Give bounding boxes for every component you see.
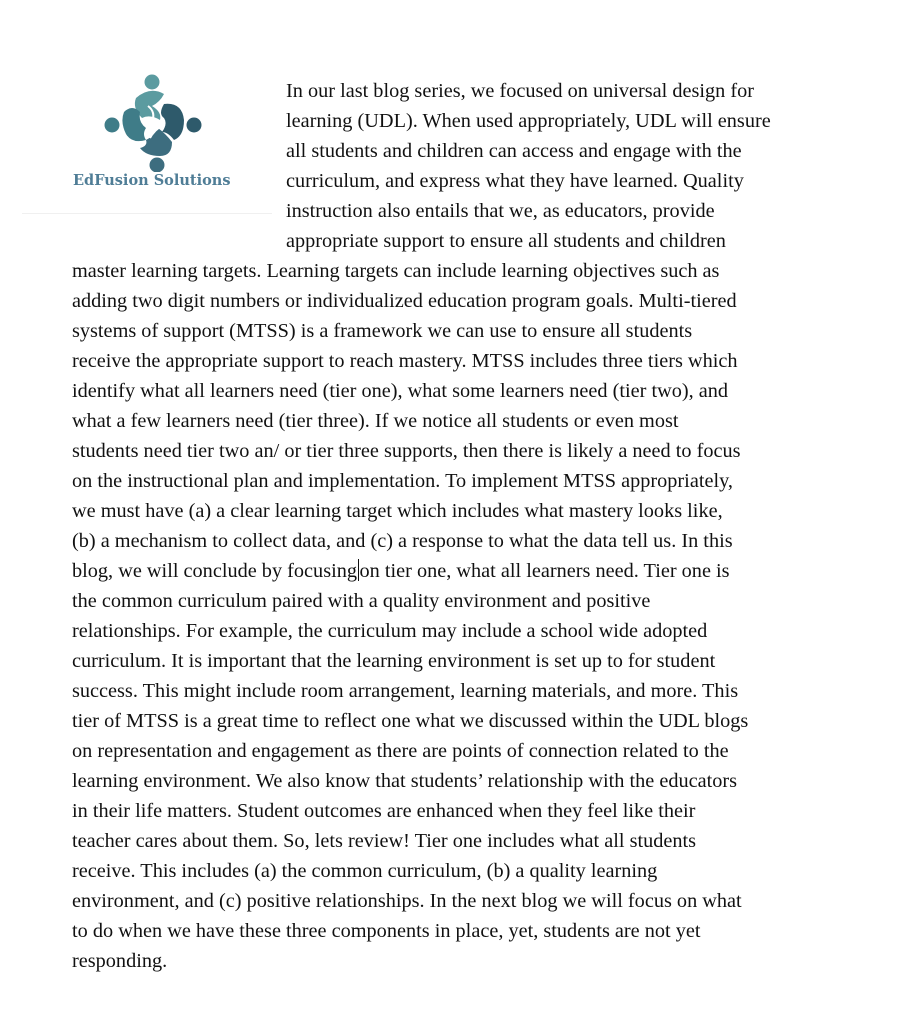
text-line: environment, and (c) positive relationships. In the next blog we will focus on what xyxy=(72,890,742,912)
text-line: receive the appropriate support to reach mastery. MTSS includes three tiers which xyxy=(72,350,738,372)
text-line: master learning targets. Learning targets can include learning objectives such as xyxy=(72,260,720,282)
text-line: what a few learners need (tier three). If we notice all students or even most xyxy=(72,410,679,432)
text-line: students need tier two an/ or tier three supports, then there is likely a need to focus xyxy=(72,440,741,462)
text-line: learning (UDL). When used appropriately, UDL will ensure xyxy=(286,110,771,132)
text-line: curriculum. It is important that the learning environment is set up to for student xyxy=(72,650,716,672)
text-line: success. This might include room arrangement, learning materials, and more. This xyxy=(72,680,739,702)
text-line: relationships. For example, the curriculum may include a school wide adopted xyxy=(72,620,708,642)
text-line: curriculum, and express what they have learned. Quality xyxy=(286,170,744,192)
text-line: responding. xyxy=(72,950,168,972)
text-line-with-caret xyxy=(72,556,842,586)
text-line: on the instructional plan and implementation. To implement MTSS appropriately, xyxy=(72,470,733,492)
blog-body-text[interactable] xyxy=(72,76,842,976)
text-line: identify what all learners need (tier one), what some learners need (tier two), and xyxy=(72,380,729,402)
text-line: in their life matters. Student outcomes are enhanced when they feel like their xyxy=(72,800,696,822)
text-line: learning environment. We also know that students’ relationship with the educators xyxy=(72,770,738,792)
text-line: systems of support (MTSS) is a framework we can use to ensure all students xyxy=(72,320,693,342)
logo-brand-name: EdFusion Solutions xyxy=(73,172,231,189)
text-before-caret: blog, we will conclude by focusing xyxy=(72,560,358,582)
text-line: to do when we have these three components in place, yet, students are not yet xyxy=(72,920,701,942)
text-line: instruction also entails that we, as educators, provide xyxy=(286,200,715,222)
text-after-caret: on tier one, what all learners need. Tier one is xyxy=(359,560,730,582)
text-line: we must have (a) a clear learning target which includes what mastery looks like, xyxy=(72,500,723,522)
text-line: In our last blog series, we focused on universal design for xyxy=(286,80,755,102)
text-line: receive. This includes (a) the common curriculum, (b) a quality learning xyxy=(72,860,658,882)
text-line: tier of MTSS is a great time to reflect one what we discussed within the UDL blogs xyxy=(72,710,749,732)
text-line: (b) a mechanism to collect data, and (c) a response to what the data tell us. In this xyxy=(72,530,733,552)
text-line: appropriate support to ensure all students and children xyxy=(286,230,726,252)
text-line: adding two digit numbers or individualized education program goals. Multi-tiered xyxy=(72,290,737,312)
text-line: all students and children can access and engage with the xyxy=(286,140,742,162)
text-line: the common curriculum paired with a quality environment and positive xyxy=(72,590,651,612)
text-line: teacher cares about them. So, lets review! Tier one includes what all students xyxy=(72,830,697,852)
text-line: on representation and engagement as there are points of connection related to the xyxy=(72,740,729,762)
